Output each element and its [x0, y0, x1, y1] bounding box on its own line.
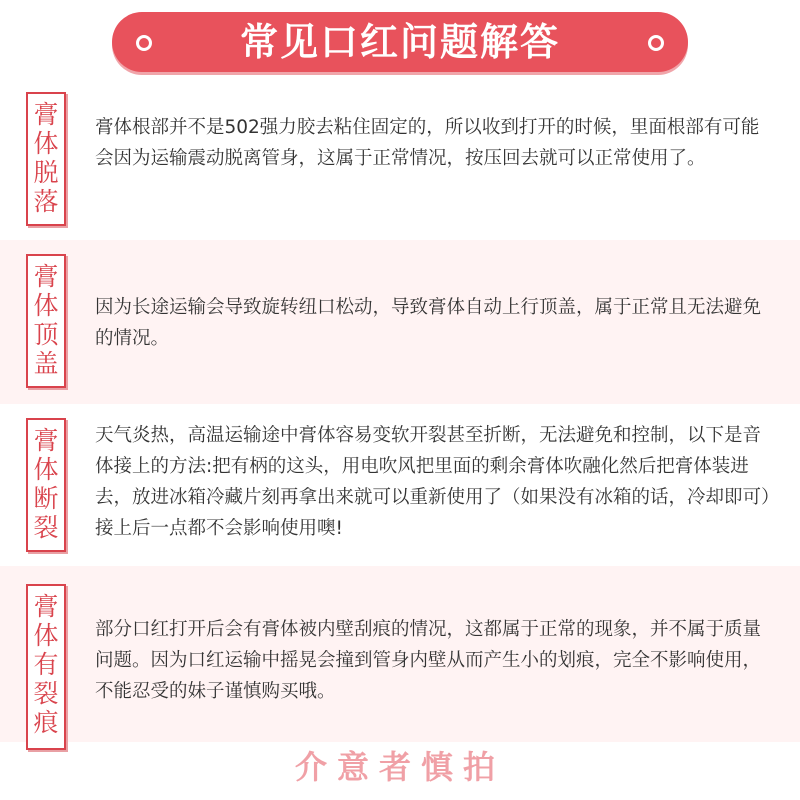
header — [0, 0, 800, 82]
footer-notice: 介意者慎拍 — [294, 748, 505, 786]
badge-char: 有 — [33, 650, 59, 679]
circle-icon — [648, 35, 664, 51]
faq-section-breakage — [0, 404, 800, 566]
badge-char: 膏 — [33, 262, 59, 291]
answer-text: 天气炎热，高温运输途中膏体容易变软开裂甚至折断，无法避免和控制，以下是音体接上的方法:把有柄的这头，用电吹风把里面的剩余膏体吹融化然后把膏体装进去，放进冰箱冷藏片刻再拿出来就可以重新使用了（如果没有冰箱的话，冷却即可）接上后一点都不会影响使用噢! — [95, 425, 771, 539]
badge-char: 膏 — [33, 100, 59, 129]
badge-char: 盖 — [33, 349, 59, 378]
section-badge — [26, 254, 66, 388]
badge-char: 膏 — [33, 592, 59, 621]
badge-char: 体 — [33, 129, 59, 158]
page-title: 常见口红问题解答 — [239, 20, 560, 64]
answer-text: 膏体根部并不是502强力胶去粘住固定的，所以收到打开的时候，里面根部有可能会因为运输震动脱离管身，这属于正常情况，按压回去就可以正常使用了。 — [95, 117, 760, 169]
faq-section-peeling — [0, 82, 800, 240]
faq-section-scratches — [0, 566, 800, 742]
badge-char: 顶 — [33, 320, 59, 349]
section-badge — [26, 418, 66, 552]
badge-char: 断 — [33, 484, 59, 513]
badge-char: 痕 — [33, 708, 59, 737]
badge-char: 体 — [33, 621, 59, 650]
badge-char: 裂 — [33, 513, 59, 542]
answer-text: 因为长途运输会导致旋转纽口松动，导致膏体自动上行顶盖，属于正常且无法避免的情况。 — [95, 297, 762, 349]
badge-char: 裂 — [33, 679, 59, 708]
section-badge — [26, 584, 66, 750]
faq-section-cap-push — [0, 240, 800, 404]
section-badge — [26, 92, 66, 226]
badge-char: 体 — [33, 291, 59, 320]
badge-char: 脱 — [33, 158, 59, 187]
title-banner — [112, 12, 688, 72]
badge-char: 体 — [33, 455, 59, 484]
badge-char: 落 — [33, 187, 59, 216]
badge-char: 膏 — [33, 426, 59, 455]
answer-text: 部分口红打开后会有膏体被内壁刮痕的情况，这都属于正常的现象，并不属于质量问题。因为口红运输中摇晃会撞到管身内壁从而产生小的划痕，完全不影响使用，不能忍受的妹子谨慎购买哦。 — [95, 619, 762, 702]
